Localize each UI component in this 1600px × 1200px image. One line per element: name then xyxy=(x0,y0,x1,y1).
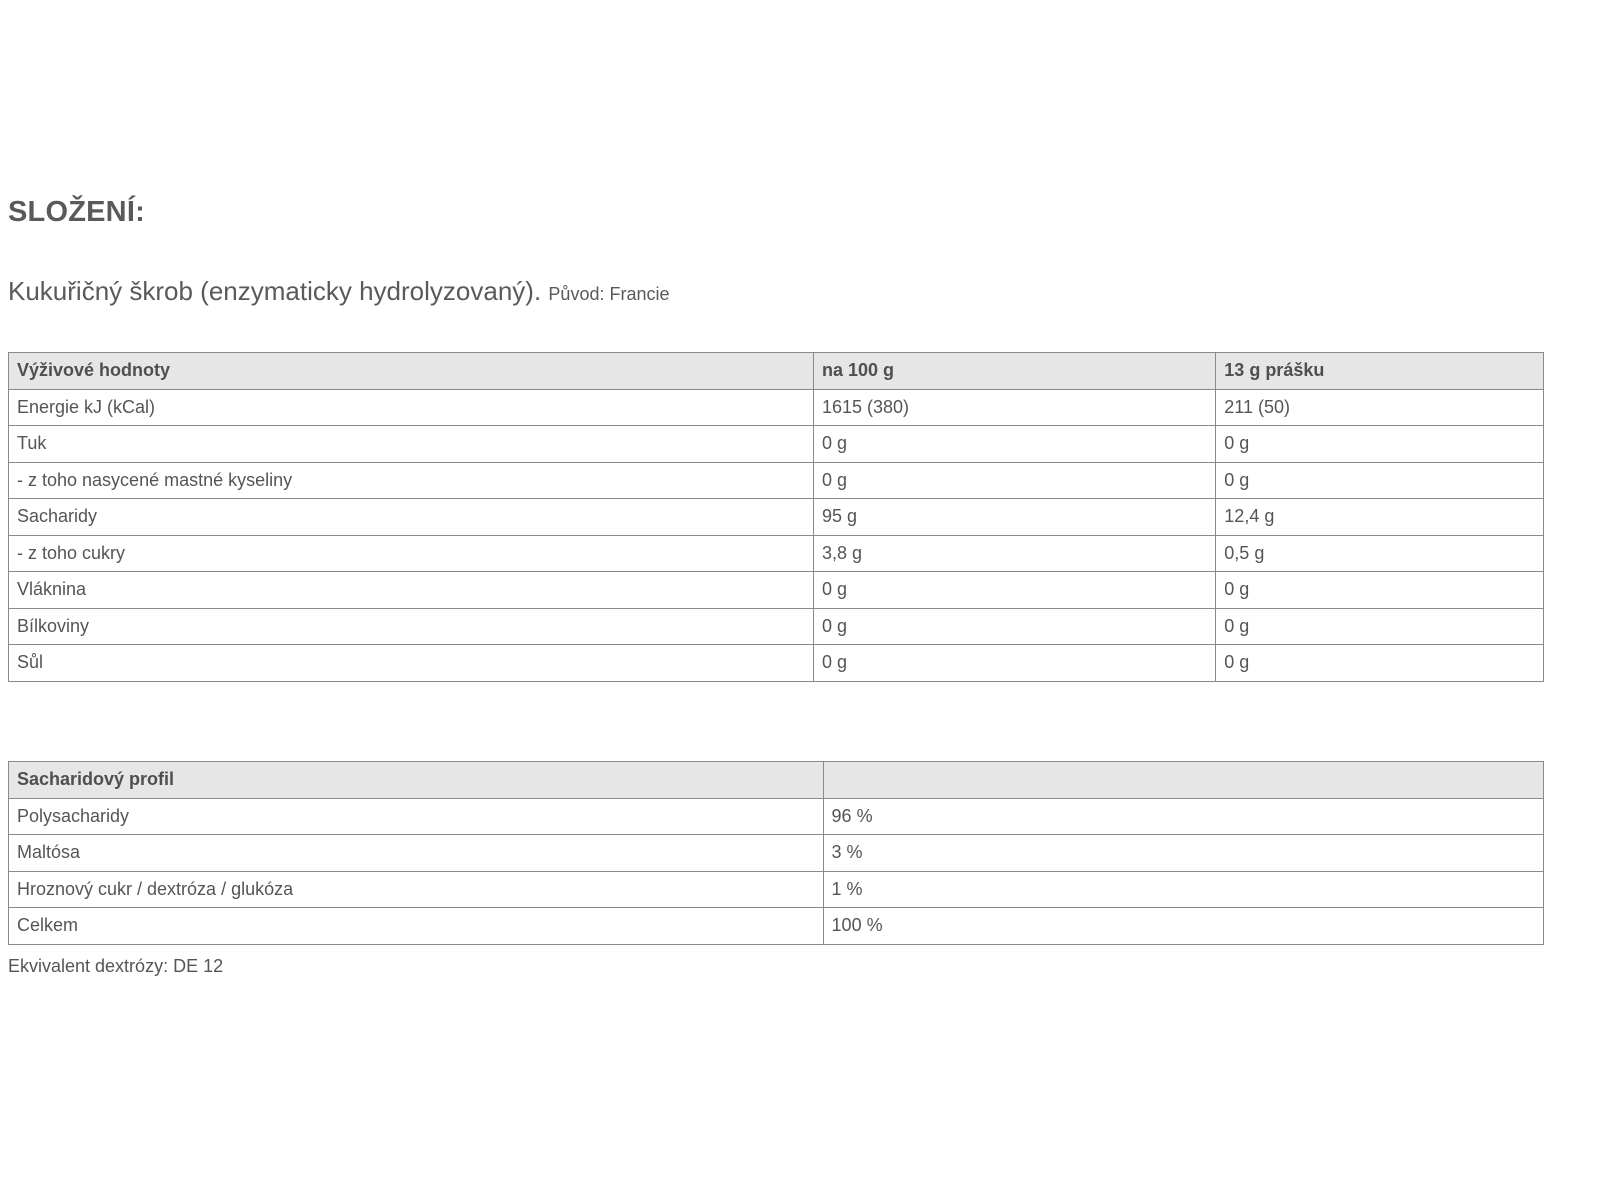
carb-type: Celkem xyxy=(9,908,824,945)
header-per-serving: 13 g prášku xyxy=(1216,353,1544,390)
nutrient-name: Sacharidy xyxy=(9,499,814,536)
value-per-serving: 0 g xyxy=(1216,426,1544,463)
nutrient-name: - z toho cukry xyxy=(9,535,814,572)
table-row xyxy=(9,908,1544,945)
origin-text: Původ: Francie xyxy=(548,284,670,304)
nutrient-name: - z toho nasycené mastné kyseliny xyxy=(9,462,814,499)
ingredients-line xyxy=(8,276,669,307)
header-carb-profile: Sacharidový profil xyxy=(9,762,824,799)
nutrient-name: Energie kJ (kCal) xyxy=(9,389,814,426)
header-nutrition-values: Výživové hodnoty xyxy=(9,353,814,390)
carb-percentage: 3 % xyxy=(823,835,1543,872)
table-row xyxy=(9,608,1544,645)
table-row xyxy=(9,426,1544,463)
carb-percentage: 96 % xyxy=(823,798,1543,835)
nutrient-name: Vláknina xyxy=(9,572,814,609)
table-row xyxy=(9,499,1544,536)
value-per-serving: 0,5 g xyxy=(1216,535,1544,572)
value-per-100g: 0 g xyxy=(813,462,1215,499)
value-per-100g: 0 g xyxy=(813,608,1215,645)
table-row xyxy=(9,572,1544,609)
table-row xyxy=(9,535,1544,572)
value-per-100g: 0 g xyxy=(813,645,1215,682)
table-row xyxy=(9,645,1544,682)
value-per-serving: 0 g xyxy=(1216,608,1544,645)
header-percentage xyxy=(823,762,1543,799)
nutrient-name: Bílkoviny xyxy=(9,608,814,645)
value-per-serving: 12,4 g xyxy=(1216,499,1544,536)
carbohydrate-profile-table xyxy=(8,761,1544,945)
table-header-row xyxy=(9,353,1544,390)
table-row xyxy=(9,389,1544,426)
value-per-serving: 0 g xyxy=(1216,572,1544,609)
table-row xyxy=(9,871,1544,908)
table-header-row xyxy=(9,762,1544,799)
carb-percentage: 1 % xyxy=(823,871,1543,908)
table-row xyxy=(9,835,1544,872)
value-per-serving: 0 g xyxy=(1216,462,1544,499)
table-row xyxy=(9,462,1544,499)
carb-percentage: 100 % xyxy=(823,908,1543,945)
nutrient-name: Tuk xyxy=(9,426,814,463)
carb-type: Polysacharidy xyxy=(9,798,824,835)
value-per-serving: 211 (50) xyxy=(1216,389,1544,426)
value-per-100g: 95 g xyxy=(813,499,1215,536)
nutrient-name: Sůl xyxy=(9,645,814,682)
carb-type: Maltósa xyxy=(9,835,824,872)
value-per-serving: 0 g xyxy=(1216,645,1544,682)
ingredients-text: Kukuřičný škrob (enzymaticky hydrolyzovaný). xyxy=(8,276,542,306)
value-per-100g: 0 g xyxy=(813,572,1215,609)
table-row xyxy=(9,798,1544,835)
carb-type: Hroznový cukr / dextróza / glukóza xyxy=(9,871,824,908)
value-per-100g: 1615 (380) xyxy=(813,389,1215,426)
dextrose-equivalent-note: Ekvivalent dextrózy: DE 12 xyxy=(8,956,224,976)
nutrition-table xyxy=(8,352,1544,682)
value-per-100g: 0 g xyxy=(813,426,1215,463)
value-per-100g: 3,8 g xyxy=(813,535,1215,572)
section-heading: SLOŽENÍ: xyxy=(8,196,145,228)
header-per-100g: na 100 g xyxy=(813,353,1215,390)
